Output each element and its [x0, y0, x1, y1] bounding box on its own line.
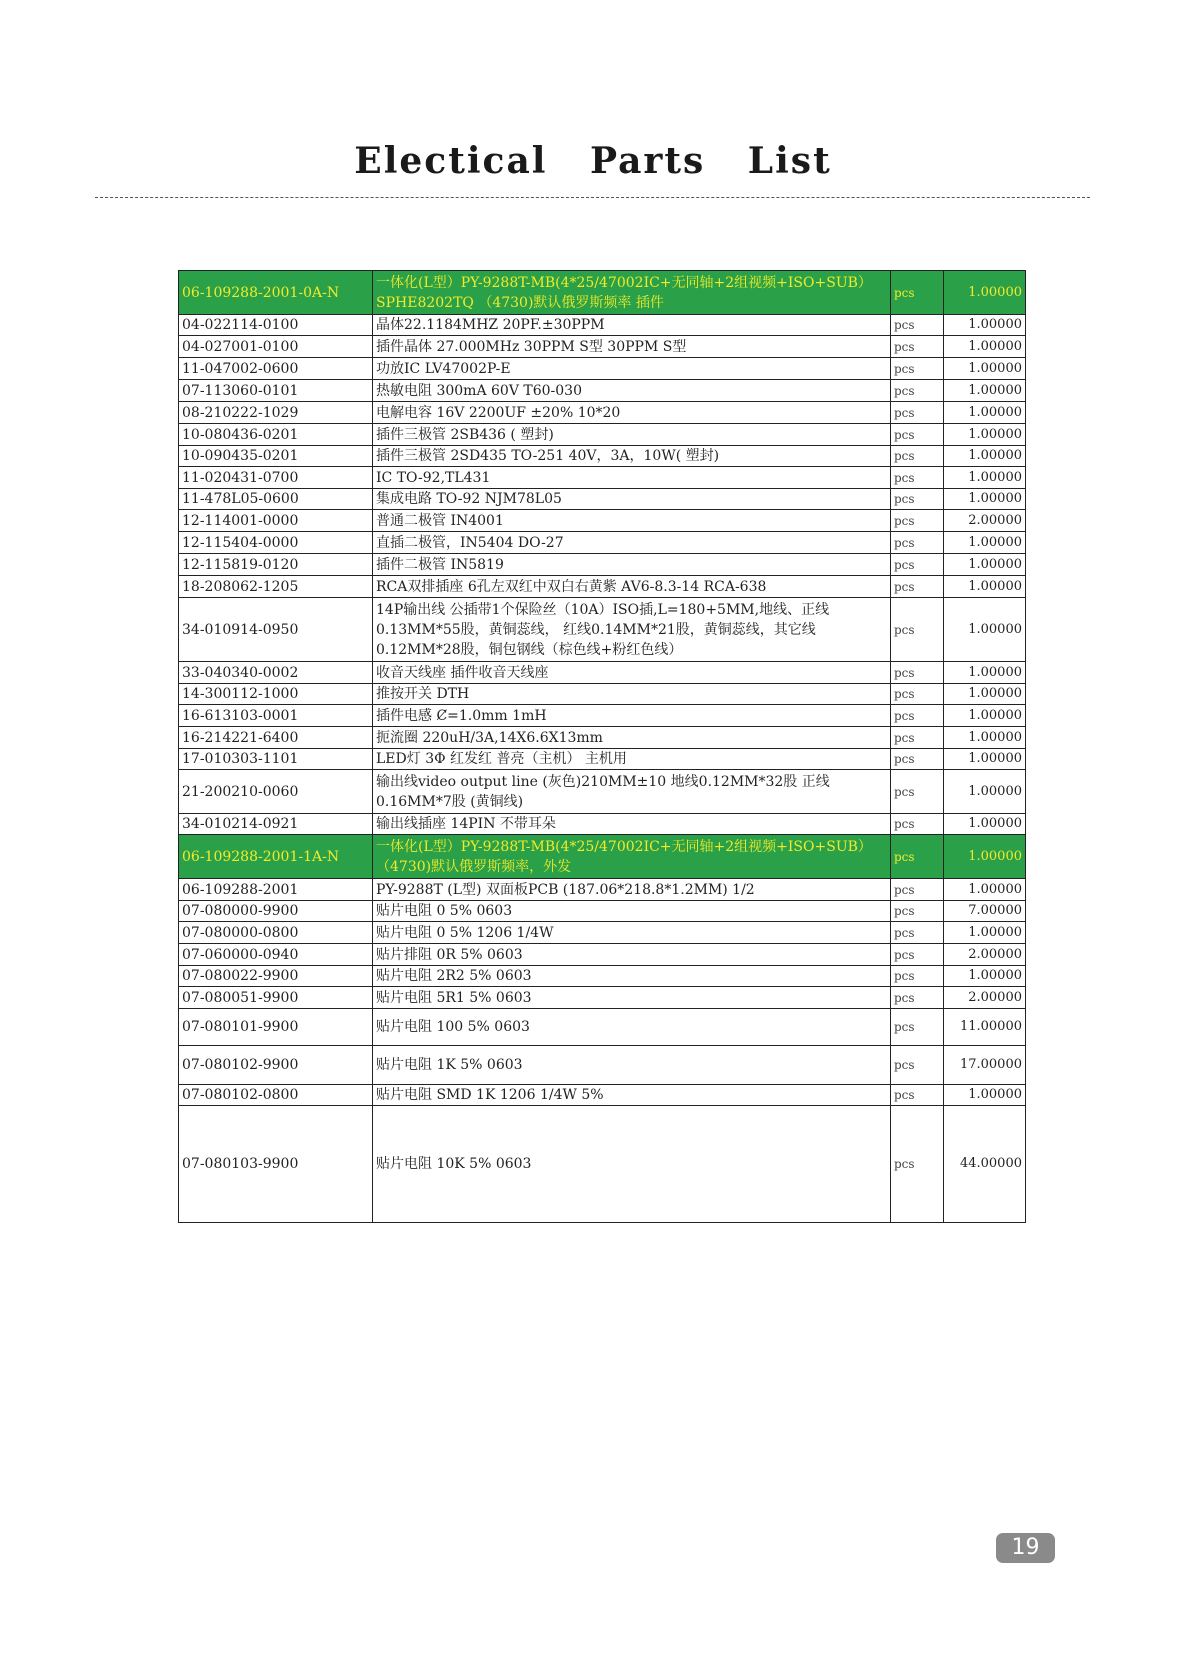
part-code-cell: 04-022114-0100 — [179, 315, 373, 336]
quantity-cell: 1.00000 — [944, 770, 1026, 814]
table-row — [179, 922, 1026, 944]
unit-cell: pcs — [891, 554, 944, 576]
part-code-cell: 06-109288-2001-1A-N — [179, 835, 373, 879]
quantity-cell: 1.00000 — [944, 814, 1026, 835]
table-row — [179, 424, 1026, 446]
unit-cell: pcs — [891, 987, 944, 1009]
quantity-cell: 1.00000 — [944, 271, 1026, 315]
table-row — [179, 358, 1026, 380]
part-code-cell: 14-300112-1000 — [179, 684, 373, 705]
description-cell: 晶体22.1184MHZ 20PF.±30PPM — [373, 315, 891, 336]
unit-cell: pcs — [891, 879, 944, 901]
table-row — [179, 598, 1026, 662]
quantity-cell: 1.00000 — [944, 835, 1026, 879]
table-row — [179, 987, 1026, 1009]
page-title: Electical Parts List — [354, 140, 832, 182]
quantity-cell: 1.00000 — [944, 662, 1026, 684]
part-code-cell: 08-210222-1029 — [179, 402, 373, 424]
description-cell: 贴片电阻 0 5% 1206 1/4W — [373, 922, 891, 944]
description-cell: 推按开关 DTH — [373, 684, 891, 705]
unit-cell: pcs — [891, 446, 944, 467]
description-cell: 14P输出线 公插带1个保险丝（10A）ISO插,L=180+5MM,地线、正线0.13MM*55股，黄铜蕊线， 红线0.14MM*21股，黄铜蕊线，其它线0.12MM*28股，铜包钢线（棕色线+粉红色线） — [373, 598, 891, 662]
unit-cell: pcs — [891, 489, 944, 510]
assembly-row — [179, 835, 1026, 879]
description-cell: 贴片电阻 0 5% 0603 — [373, 901, 891, 922]
quantity-cell: 1.00000 — [944, 879, 1026, 901]
part-code-cell: 33-040340-0002 — [179, 662, 373, 684]
table-row — [179, 727, 1026, 749]
table-row — [179, 944, 1026, 966]
quantity-cell: 1.00000 — [944, 1085, 1026, 1106]
part-code-cell: 04-027001-0100 — [179, 336, 373, 358]
parts-table — [178, 270, 1026, 1223]
table-row — [179, 1085, 1026, 1106]
part-code-cell: 07-080102-0800 — [179, 1085, 373, 1106]
unit-cell: pcs — [891, 402, 944, 424]
unit-cell: pcs — [891, 705, 944, 727]
part-code-cell: 06-109288-2001-0A-N — [179, 271, 373, 315]
quantity-cell: 1.00000 — [944, 749, 1026, 770]
description-cell: 功放IC LV47002P-E — [373, 358, 891, 380]
table-row — [179, 1046, 1026, 1085]
table-row — [179, 662, 1026, 684]
description-cell: 贴片电阻 10K 5% 0603 — [373, 1106, 891, 1223]
quantity-cell: 1.00000 — [944, 684, 1026, 705]
quantity-cell: 1.00000 — [944, 446, 1026, 467]
table-row — [179, 684, 1026, 705]
description-cell: 插件晶体 27.000MHz 30PPM S型 30PPM S型 — [373, 336, 891, 358]
unit-cell: pcs — [891, 835, 944, 879]
quantity-cell: 1.00000 — [944, 358, 1026, 380]
part-code-cell: 16-613103-0001 — [179, 705, 373, 727]
part-code-cell: 34-010914-0950 — [179, 598, 373, 662]
quantity-cell: 1.00000 — [944, 467, 1026, 489]
unit-cell: pcs — [891, 424, 944, 446]
part-code-cell: 07-080000-0800 — [179, 922, 373, 944]
table-row — [179, 879, 1026, 901]
quantity-cell: 7.00000 — [944, 901, 1026, 922]
table-row — [179, 705, 1026, 727]
description-cell: 插件三极管 2SB436 ( 塑封) — [373, 424, 891, 446]
table-row — [179, 901, 1026, 922]
part-code-cell: 17-010303-1101 — [179, 749, 373, 770]
description-cell: 一体化(L型）PY-9288T-MB(4*25/47002IC+无同轴+2组视频+ISO+SUB）（4730)默认俄罗斯频率，外发 — [373, 835, 891, 879]
table-row — [179, 1009, 1026, 1046]
table-row — [179, 554, 1026, 576]
table-row — [179, 489, 1026, 510]
quantity-cell: 1.00000 — [944, 554, 1026, 576]
part-code-cell: 07-113060-0101 — [179, 380, 373, 402]
description-cell: 插件三极管 2SD435 TO-251 40V，3A，10W( 塑封) — [373, 446, 891, 467]
description-cell: 扼流圈 220uH/3A,14X6.6X13mm — [373, 727, 891, 749]
quantity-cell: 11.00000 — [944, 1009, 1026, 1046]
quantity-cell: 1.00000 — [944, 727, 1026, 749]
description-cell: 输出线插座 14PIN 不带耳朵 — [373, 814, 891, 835]
quantity-cell: 2.00000 — [944, 987, 1026, 1009]
part-code-cell: 07-060000-0940 — [179, 944, 373, 966]
part-code-cell: 16-214221-6400 — [179, 727, 373, 749]
quantity-cell: 1.00000 — [944, 576, 1026, 598]
unit-cell: pcs — [891, 901, 944, 922]
quantity-cell: 1.00000 — [944, 598, 1026, 662]
table-row — [179, 510, 1026, 532]
table-row — [179, 1106, 1026, 1223]
part-code-cell: 07-080000-9900 — [179, 901, 373, 922]
unit-cell: pcs — [891, 1106, 944, 1223]
unit-cell: pcs — [891, 749, 944, 770]
quantity-cell: 1.00000 — [944, 922, 1026, 944]
page-number-badge: 19 — [996, 1533, 1055, 1563]
part-code-cell: 10-090435-0201 — [179, 446, 373, 467]
description-cell: 贴片电阻 5R1 5% 0603 — [373, 987, 891, 1009]
description-cell: 一体化(L型）PY-9288T-MB(4*25/47002IC+无同轴+2组视频+ISO+SUB）SPHE8202TQ （4730)默认俄罗斯频率 插件 — [373, 271, 891, 315]
description-cell: 电解电容 16V 2200UF ±20% 10*20 — [373, 402, 891, 424]
description-cell: 插件电感 Ȼ=1.0mm 1mH — [373, 705, 891, 727]
part-code-cell: 07-080051-9900 — [179, 987, 373, 1009]
description-cell: 直插二极管，IN5404 DO-27 — [373, 532, 891, 554]
part-code-cell: 12-115404-0000 — [179, 532, 373, 554]
table-row — [179, 402, 1026, 424]
part-code-cell: 10-080436-0201 — [179, 424, 373, 446]
assembly-row — [179, 271, 1026, 315]
description-cell: LED灯 3Φ 红发红 普亮（主机） 主机用 — [373, 749, 891, 770]
part-code-cell: 07-080022-9900 — [179, 966, 373, 987]
table-row — [179, 814, 1026, 835]
table-row — [179, 576, 1026, 598]
unit-cell: pcs — [891, 684, 944, 705]
unit-cell: pcs — [891, 598, 944, 662]
quantity-cell: 1.00000 — [944, 705, 1026, 727]
description-cell: 贴片排阻 0R 5% 0603 — [373, 944, 891, 966]
part-code-cell: 34-010214-0921 — [179, 814, 373, 835]
quantity-cell: 1.00000 — [944, 315, 1026, 336]
unit-cell: pcs — [891, 966, 944, 987]
quantity-cell: 1.00000 — [944, 402, 1026, 424]
unit-cell: pcs — [891, 922, 944, 944]
description-cell: 贴片电阻 2R2 5% 0603 — [373, 966, 891, 987]
table-row — [179, 966, 1026, 987]
table-row — [179, 446, 1026, 467]
part-code-cell: 12-114001-0000 — [179, 510, 373, 532]
quantity-cell: 1.00000 — [944, 336, 1026, 358]
part-code-cell: 11-047002-0600 — [179, 358, 373, 380]
part-code-cell: 18-208062-1205 — [179, 576, 373, 598]
quantity-cell: 1.00000 — [944, 380, 1026, 402]
unit-cell: pcs — [891, 380, 944, 402]
description-cell: 集成电路 TO-92 NJM78L05 — [373, 489, 891, 510]
unit-cell: pcs — [891, 814, 944, 835]
part-code-cell: 06-109288-2001 — [179, 879, 373, 901]
part-code-cell: 12-115819-0120 — [179, 554, 373, 576]
description-cell: 插件二极管 IN5819 — [373, 554, 891, 576]
table-row — [179, 770, 1026, 814]
description-cell: 普通二极管 IN4001 — [373, 510, 891, 532]
unit-cell: pcs — [891, 944, 944, 966]
description-cell: 贴片电阻 1K 5% 0603 — [373, 1046, 891, 1085]
parts-table-body — [179, 271, 1026, 1223]
unit-cell: pcs — [891, 770, 944, 814]
description-cell: 贴片电阻 SMD 1K 1206 1/4W 5% — [373, 1085, 891, 1106]
unit-cell: pcs — [891, 1046, 944, 1085]
quantity-cell: 1.00000 — [944, 532, 1026, 554]
unit-cell: pcs — [891, 1085, 944, 1106]
unit-cell: pcs — [891, 532, 944, 554]
unit-cell: pcs — [891, 271, 944, 315]
unit-cell: pcs — [891, 315, 944, 336]
table-row — [179, 532, 1026, 554]
table-row — [179, 467, 1026, 489]
unit-cell: pcs — [891, 576, 944, 598]
quantity-cell: 1.00000 — [944, 424, 1026, 446]
part-code-cell: 21-200210-0060 — [179, 770, 373, 814]
part-code-cell: 11-020431-0700 — [179, 467, 373, 489]
part-code-cell: 11-478L05-0600 — [179, 489, 373, 510]
table-row — [179, 749, 1026, 770]
unit-cell: pcs — [891, 467, 944, 489]
description-cell: IC TO-92,TL431 — [373, 467, 891, 489]
unit-cell: pcs — [891, 1009, 944, 1046]
description-cell: RCA双排插座 6孔左双红中双白右黄紫 AV6-8.3-14 RCA-638 — [373, 576, 891, 598]
description-cell: 贴片电阻 100 5% 0603 — [373, 1009, 891, 1046]
quantity-cell: 1.00000 — [944, 489, 1026, 510]
quantity-cell: 2.00000 — [944, 510, 1026, 532]
unit-cell: pcs — [891, 727, 944, 749]
unit-cell: pcs — [891, 336, 944, 358]
unit-cell: pcs — [891, 358, 944, 380]
table-row — [179, 336, 1026, 358]
unit-cell: pcs — [891, 510, 944, 532]
quantity-cell: 17.00000 — [944, 1046, 1026, 1085]
description-cell: 热敏电阻 300mA 60V T60-030 — [373, 380, 891, 402]
description-cell: 收音天线座 插件收音天线座 — [373, 662, 891, 684]
part-code-cell: 07-080103-9900 — [179, 1106, 373, 1223]
table-row — [179, 315, 1026, 336]
description-cell: PY-9288T (L型) 双面板PCB (187.06*218.8*1.2MM) 1/2 — [373, 879, 891, 901]
quantity-cell: 44.00000 — [944, 1106, 1026, 1223]
title-divider — [95, 197, 1090, 198]
unit-cell: pcs — [891, 662, 944, 684]
table-row — [179, 380, 1026, 402]
quantity-cell: 1.00000 — [944, 966, 1026, 987]
quantity-cell: 2.00000 — [944, 944, 1026, 966]
part-code-cell: 07-080102-9900 — [179, 1046, 373, 1085]
description-cell: 输出线video output line (灰色)210MM±10 地线0.12MM*32股 正线0.16MM*7股 (黄铜线) — [373, 770, 891, 814]
part-code-cell: 07-080101-9900 — [179, 1009, 373, 1046]
